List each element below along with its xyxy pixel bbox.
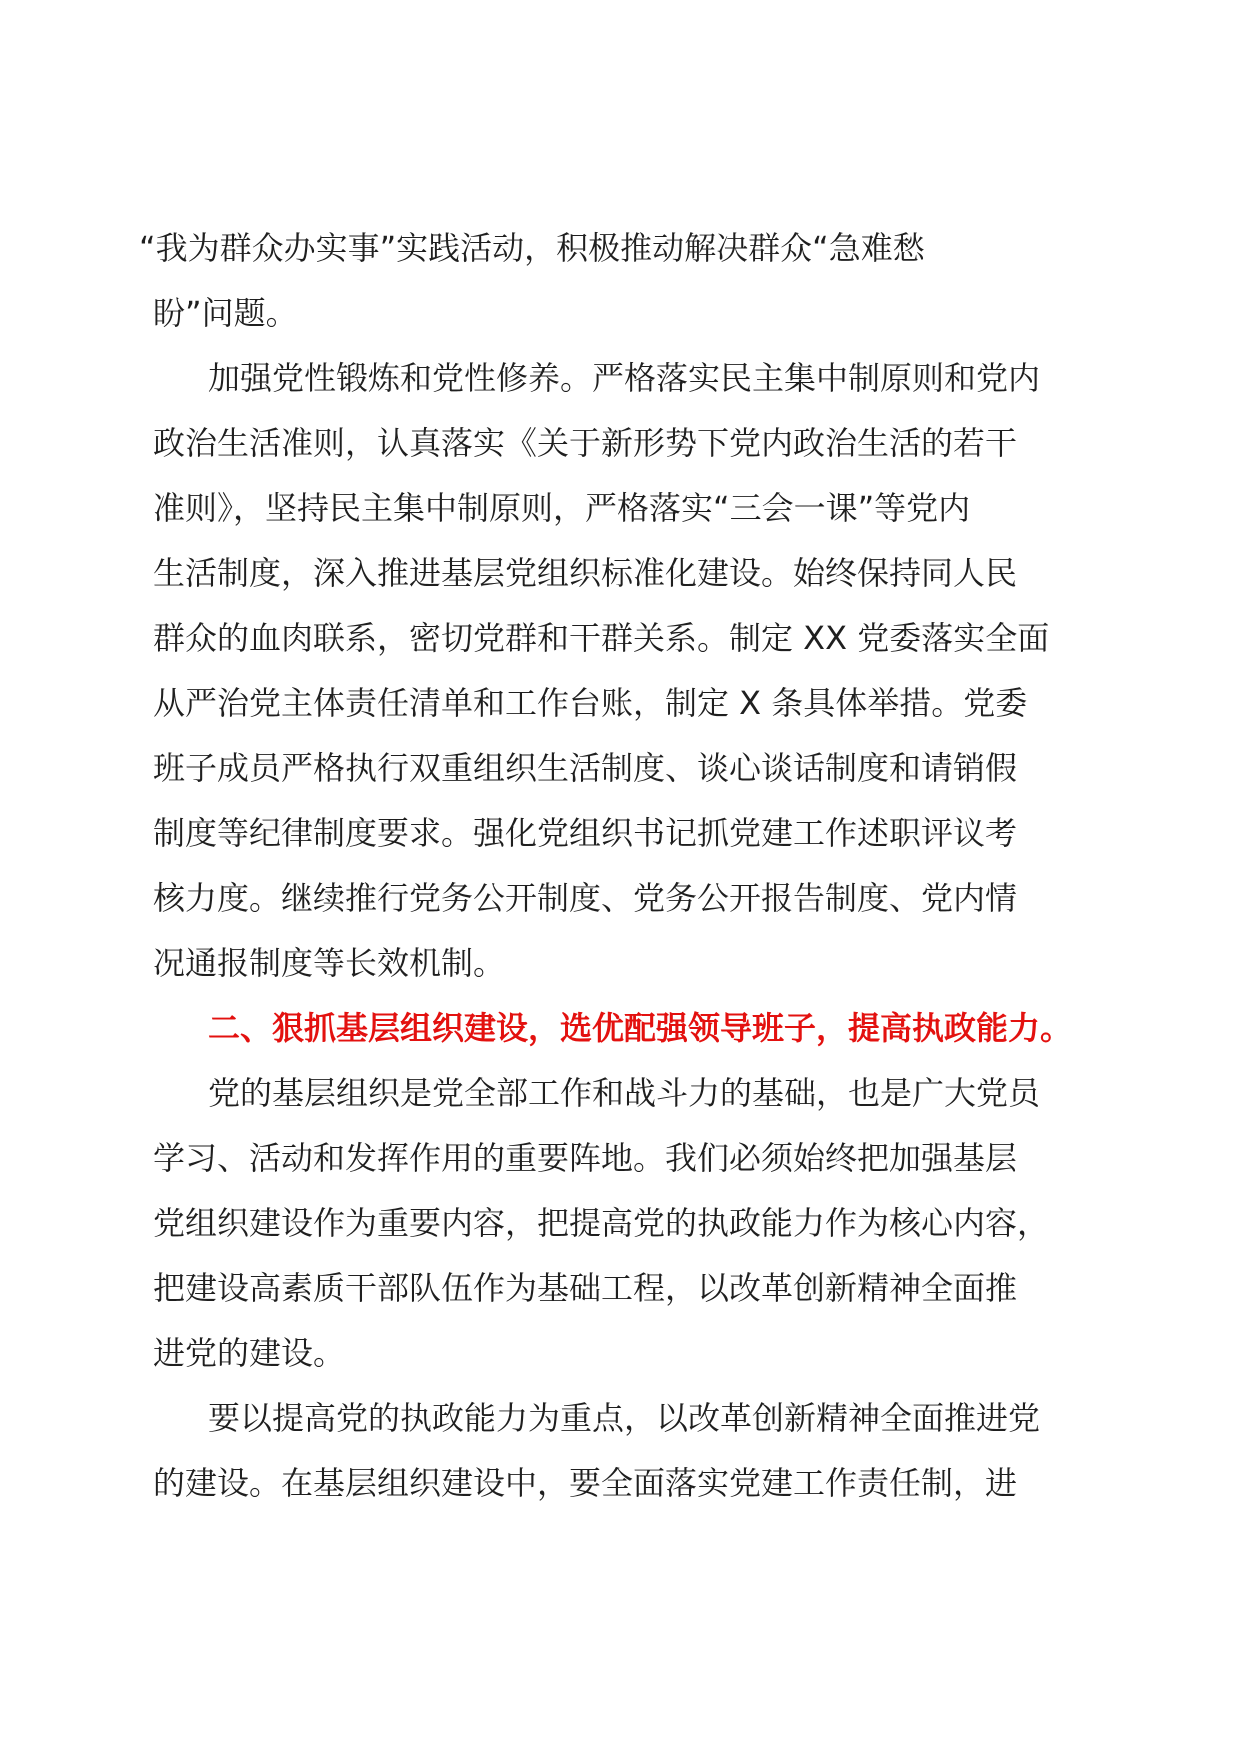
heading-line: 二、狠抓基层组织建设，选优配强领导班子，提高执政能力。 — [208, 1009, 1073, 1047]
document-body — [139, 216, 1093, 1516]
text-line: 核力度。继续推行党务公开制度、党务公开报告制度、党内情 — [153, 879, 1018, 917]
text-line: 的建设。在基层组织建设中，要全面落实党建工作责任制，进 — [153, 1464, 1018, 1502]
text-line: 要以提高党的执政能力为重点，以改革创新精神全面推进党 — [208, 1399, 1041, 1437]
text-line: 准则》，坚持民主集中制原则，严格落实“三会一课”等党内 — [153, 489, 971, 527]
text-line: 党组织建设作为重要内容，把提高党的执政能力作为核心内容， — [153, 1204, 1050, 1242]
text-line: 班子成员严格执行双重组织生活制度、谈心谈话制度和请销假 — [153, 749, 1018, 787]
paragraph — [153, 1386, 1093, 1516]
text-line: 学习、活动和发挥作用的重要阵地。我们必须始终把加强基层 — [153, 1139, 1018, 1177]
paragraph — [153, 1061, 1093, 1386]
text-line: 从严治党主体责任清单和工作台账，制定 X 条具体举措。党委 — [153, 684, 1028, 722]
paragraph — [139, 216, 1093, 346]
text-line: 党的基层组织是党全部工作和战斗力的基础，也是广大党员 — [208, 1074, 1041, 1112]
text-line: 加强党性锻炼和党性修养。严格落实民主集中制原则和党内 — [208, 359, 1041, 397]
text-line: 盼”问题。 — [153, 294, 298, 332]
text-line: 把建设高素质干部队伍作为基础工程，以改革创新精神全面推 — [153, 1269, 1018, 1307]
paragraph — [153, 346, 1093, 996]
text-line: 政治生活准则，认真落实《关于新形势下党内政治生活的若干 — [153, 424, 1018, 462]
text-line: 群众的血肉联系，密切党群和干群关系。制定 XX 党委落实全面 — [153, 619, 1050, 657]
section-heading — [153, 996, 1093, 1061]
text-line: “我为群众办实事”实践活动，积极推动解决群众“急难愁 — [139, 229, 925, 267]
text-line: 进党的建设。 — [153, 1334, 346, 1372]
text-line: 制度等纪律制度要求。强化党组织书记抓党建工作述职评议考 — [153, 814, 1018, 852]
text-line: 况通报制度等长效机制。 — [153, 944, 506, 982]
text-line: 生活制度，深入推进基层党组织标准化建设。始终保持同人民 — [153, 554, 1018, 592]
